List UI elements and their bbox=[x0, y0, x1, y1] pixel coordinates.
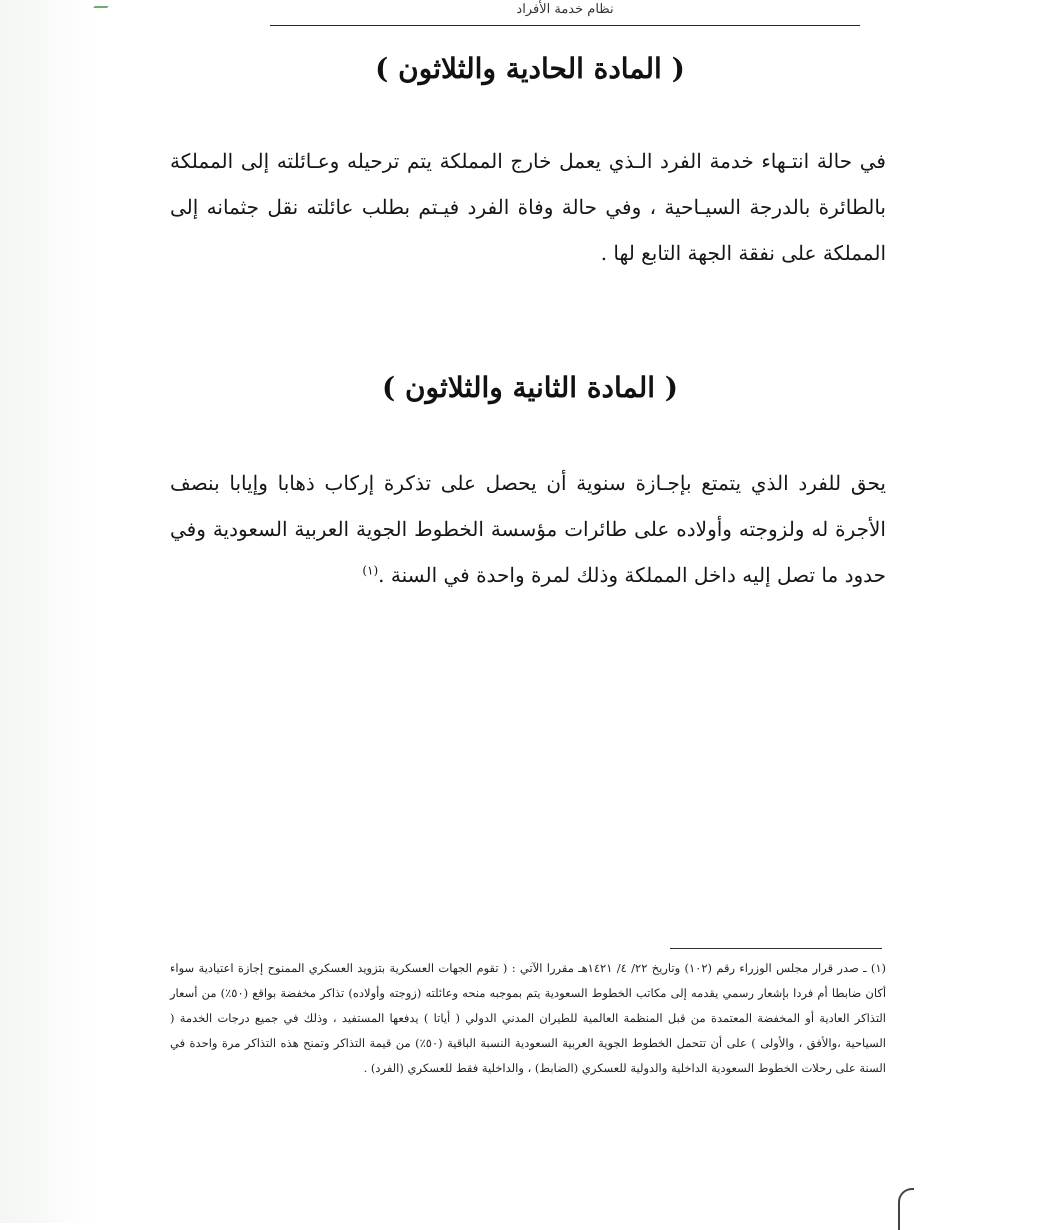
running-header: نظام خدمة الأفراد bbox=[516, 2, 614, 17]
corner-mark bbox=[93, 0, 113, 8]
article-32-paragraph bbox=[170, 460, 886, 598]
footnote-reference: (١) bbox=[362, 563, 379, 578]
article-31-body: في حالة انتـهاء خدمة الفرد الـذي يعمل خارج المملكة يتم ترحيله وعـائلته إلى المملكة بالطائرة بالدرجة السيـاحية ، وفي حالة وفاة الفرد فيـتم بطلب عائلته نقل جثمانه إلى المملكة على نفقة الجهة التابع لها . bbox=[170, 149, 886, 265]
footnote-rule bbox=[670, 948, 882, 949]
footnote: (١) ـ صدر قرار مجلس الوزراء رقم (١٠٢) وتاريخ ٢٢/ ٤/ ١٤٢١هـ مقررا الآتي : ( تقوم الجهات العسكرية بتزويد العسكري الممنوح إجازة اعتيادية سواء أكان ضابطا أم فردا بإشعار رسمي يقدمه إلى مكاتب الخطوط السعودية يتم بموجبه منحه وعائلته (زوجته وأولاده) تذاكر مخفضة بواقع (٥٠٪) من أسعار التذاكر العادية أو المخفضة المعتمدة من قبل المنظمة العالمية للطيران المدني الدولي ( أياتا ) يدفعها المستفيد ، وذلك في جميع درجات الخدمة ( السياحية ،والأفق ، والأولى ) على أن تتحمل الخطوط الجوية العربية السعودية النسبة الباقية (٥٠٪) من قيمة التذاكر وتمنح هذه التذاكر مرة واحدة في السنة على رحلات الخطوط السعودية الداخلية والدولية للعسكري (الضابط) ، والداخلية فقط للعسكري (الفرد) . bbox=[170, 961, 887, 1075]
header-rule bbox=[270, 25, 860, 26]
article-32-title: ( المادة الثانية والثلاثون ) bbox=[381, 371, 678, 404]
article-32-body: يحق للفرد الذي يتمتع بإجـازة سنوية أن يحصل على تذكرة إركاب ذهابا وإيابا بنصف الأجرة له ولزوجته وأولاده على طائرات مؤسسة الخطوط الجوية العربية السعودية وفي حدود ما تصل إليه داخل المملكة وذلك لمرة واحدة في السنة . bbox=[170, 471, 886, 587]
page-edge-bracket bbox=[898, 1188, 914, 1230]
scan-edge-shading bbox=[0, 0, 95, 1223]
article-31-title: ( المادة الحادية والثلاثون ) bbox=[375, 52, 685, 85]
